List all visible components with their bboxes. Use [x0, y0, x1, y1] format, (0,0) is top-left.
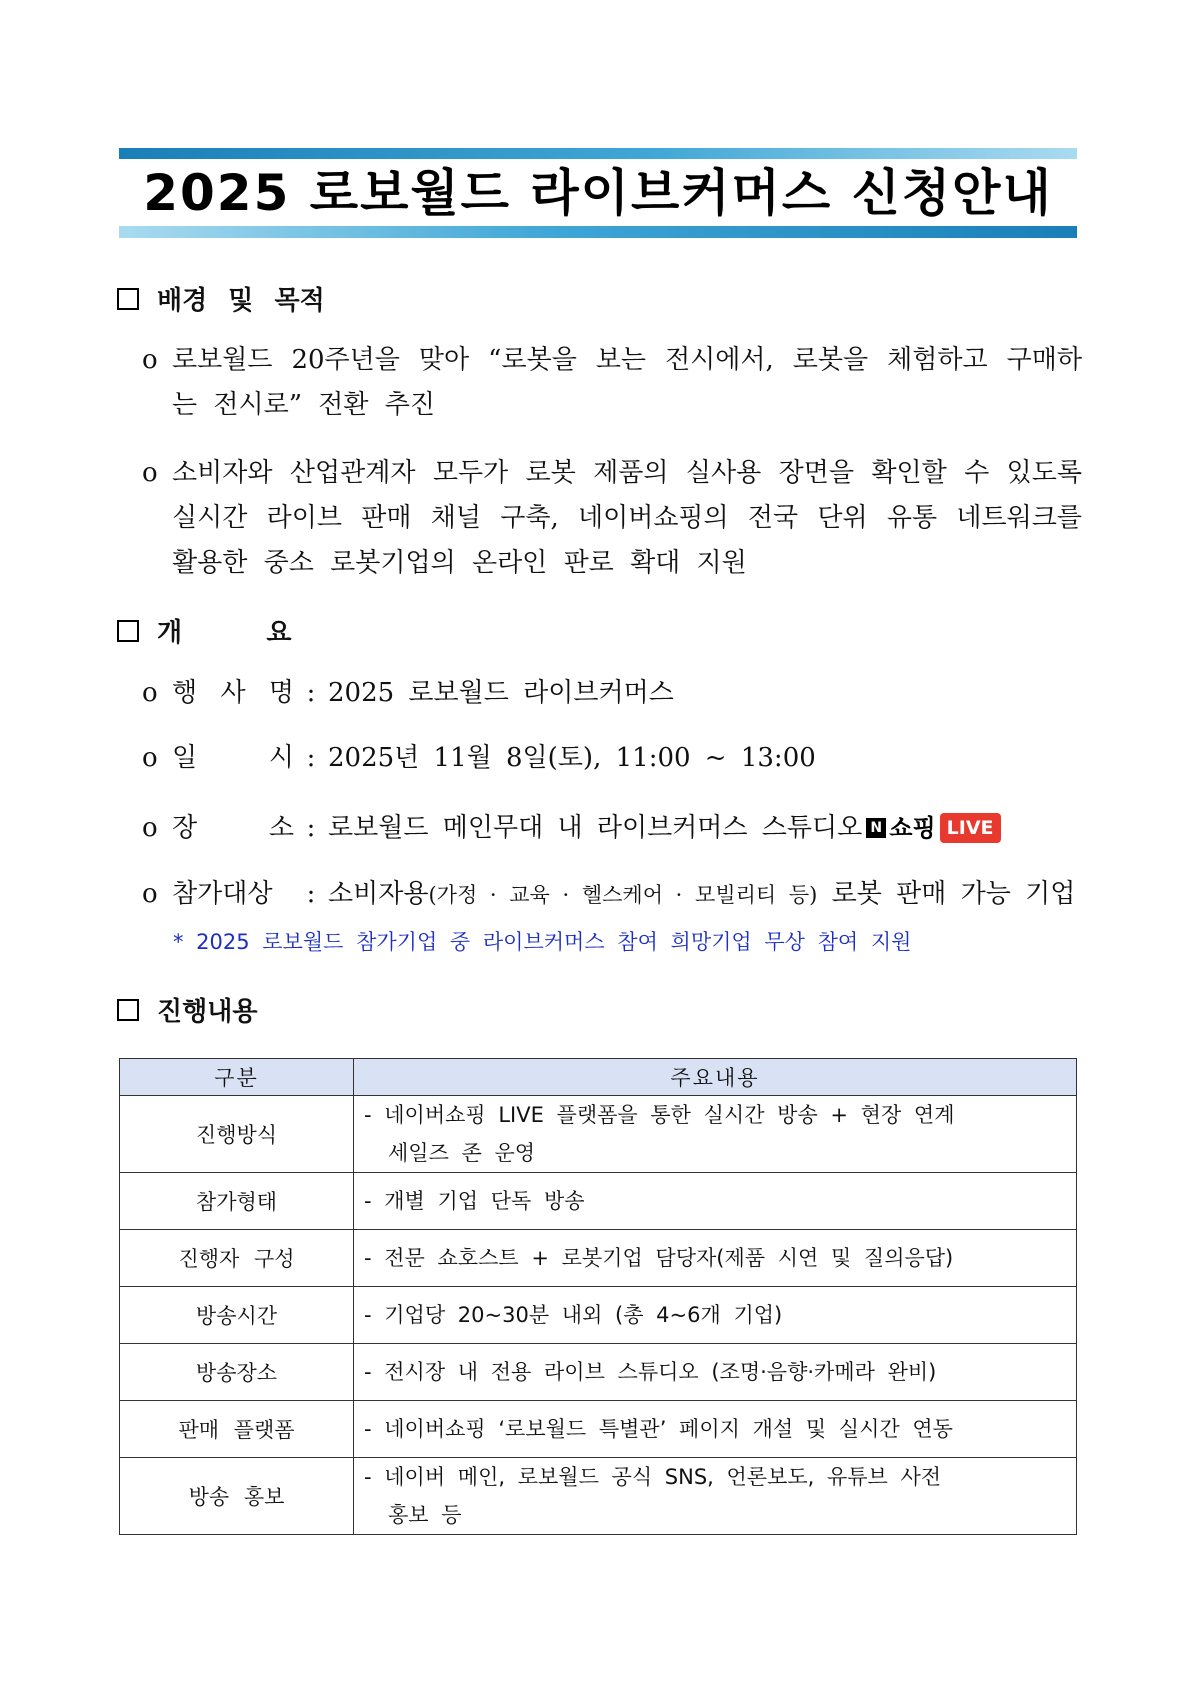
content-table: [119, 1058, 1077, 1535]
target-detail: (가정 · 교육 · 헬스케어 · 모빌리티 등): [428, 883, 818, 907]
place-row: [142, 808, 1001, 848]
label-char: 일: [172, 743, 198, 773]
row-content-line: - 네이버 메인, 로보월드 공식 SNS, 언론보도, 유튜브 사전: [364, 1465, 942, 1489]
bullet-mark: o: [142, 879, 158, 909]
title-bar-top: [119, 148, 1077, 159]
row-content: [354, 1458, 1077, 1535]
section-content-label: 진행내용: [157, 997, 258, 1027]
table-header-row: [120, 1059, 1077, 1096]
label-char: 행: [172, 678, 198, 708]
date-row: [142, 738, 816, 778]
colon: :: [306, 813, 316, 843]
checkbox-icon: [117, 999, 139, 1021]
checkbox-icon: [117, 288, 139, 310]
title-banner: [119, 148, 1077, 238]
target-post: 로봇 판매 가능 기업: [817, 879, 1076, 909]
section-background-label: 배경 및 목적: [157, 286, 325, 316]
target-label: 참가대상: [172, 879, 273, 909]
row-content: - 기업당 20~30분 내외 (총 4~6개 기업): [354, 1287, 1077, 1344]
row-category: 판매 플랫폼: [120, 1401, 354, 1458]
label-char: 시: [268, 743, 294, 773]
event-name-value: 2025 로보월드 라이브커머스: [328, 678, 674, 708]
colon: :: [306, 743, 316, 773]
date-label: [172, 738, 294, 778]
bullet-mark: o: [142, 813, 158, 843]
date-value: 2025년 11월 8일(토), 11:00 ~ 13:00: [328, 743, 816, 773]
background-bullet-1: [142, 338, 1082, 428]
place-label: [172, 808, 294, 848]
row-category: 진행자 구성: [120, 1230, 354, 1287]
label-char: 소: [268, 813, 294, 843]
header-category: 구분: [120, 1059, 354, 1096]
table-row: [120, 1287, 1077, 1344]
section-overview: [117, 612, 291, 649]
naver-shopping-live-logo: [866, 808, 1000, 848]
colon: :: [306, 879, 316, 909]
checkbox-icon: [117, 620, 139, 642]
table-row: [120, 1230, 1077, 1287]
label-char: 장: [172, 813, 198, 843]
background-bullet-2: [142, 451, 1082, 586]
bullet-text: 소비자와 산업관계자 모두가 로봇 제품의 실사용 장면을 확인할 수 있도록 실시간 라이브 판매 채널 구축, 네이버쇼핑의 전국 단위 유통 네트워크를 활용한 중소 로봇기업의 온라인 판로 확대 지원: [172, 458, 1082, 578]
row-content: - 전시장 내 전용 라이브 스튜디오 (조명·음향·카메라 완비): [354, 1344, 1077, 1401]
event-name-row: [142, 673, 674, 713]
header-content: 주요내용: [354, 1059, 1077, 1096]
note-text: * 2025 로보월드 참가기업 중 라이브커머스 참여 희망기업 무상 참여 지원: [173, 930, 912, 954]
live-badge: LIVE: [940, 813, 1001, 843]
label-char: 사: [220, 678, 246, 708]
section-background: [117, 280, 325, 317]
row-content-line: 세일즈 존 운영: [388, 1141, 536, 1165]
section-content: [117, 991, 257, 1028]
table-row: [120, 1458, 1077, 1535]
bullet-mark: o: [142, 743, 158, 773]
bullet-text: 로보월드 20주년을 맞아 “로봇을 보는 전시에서, 로봇을 체험하고 구매하는 전시로” 전환 추진: [172, 345, 1082, 420]
shopping-logo-text: 쇼핑: [889, 814, 936, 842]
colon: :: [306, 678, 316, 708]
row-content: [354, 1096, 1077, 1173]
target-row: [142, 874, 1075, 915]
row-content: - 전문 쇼호스트 + 로봇기업 담당자(제품 시연 및 질의응답): [354, 1230, 1077, 1287]
row-category: 방송 홍보: [120, 1458, 354, 1535]
label-char: 명: [268, 678, 294, 708]
row-content-line: - 네이버쇼핑 LIVE 플랫폼을 통한 실시간 방송 + 현장 연계: [364, 1103, 955, 1127]
naver-n-icon: N: [866, 818, 886, 838]
event-name-label: [172, 673, 294, 713]
row-category: 방송장소: [120, 1344, 354, 1401]
row-content: - 개별 기업 단독 방송: [354, 1173, 1077, 1230]
section-overview-label: 개 요: [157, 618, 292, 648]
target-pre: 소비자용: [328, 879, 429, 909]
place-value: 로보월드 메인무대 내 라이브커머스 스튜디오: [328, 813, 863, 843]
table-row: [120, 1344, 1077, 1401]
bullet-mark: o: [142, 678, 158, 708]
row-content-line: 홍보 등: [388, 1503, 462, 1527]
table-row: [120, 1096, 1077, 1173]
bullet-mark: o: [142, 345, 158, 375]
title-bar-bottom: [119, 226, 1077, 238]
row-category: 참가형태: [120, 1173, 354, 1230]
page-title: 2025 로보월드 라이브커머스 신청안내: [143, 164, 1053, 222]
bullet-mark: o: [142, 458, 158, 488]
row-category: 진행방식: [120, 1096, 354, 1173]
table-row: [120, 1401, 1077, 1458]
row-content: - 네이버쇼핑 ‘로보월드 특별관’ 페이지 개설 및 실시간 연동: [354, 1401, 1077, 1458]
row-category: 방송시간: [120, 1287, 354, 1344]
table-row: [120, 1173, 1077, 1230]
target-value: [328, 874, 1075, 915]
